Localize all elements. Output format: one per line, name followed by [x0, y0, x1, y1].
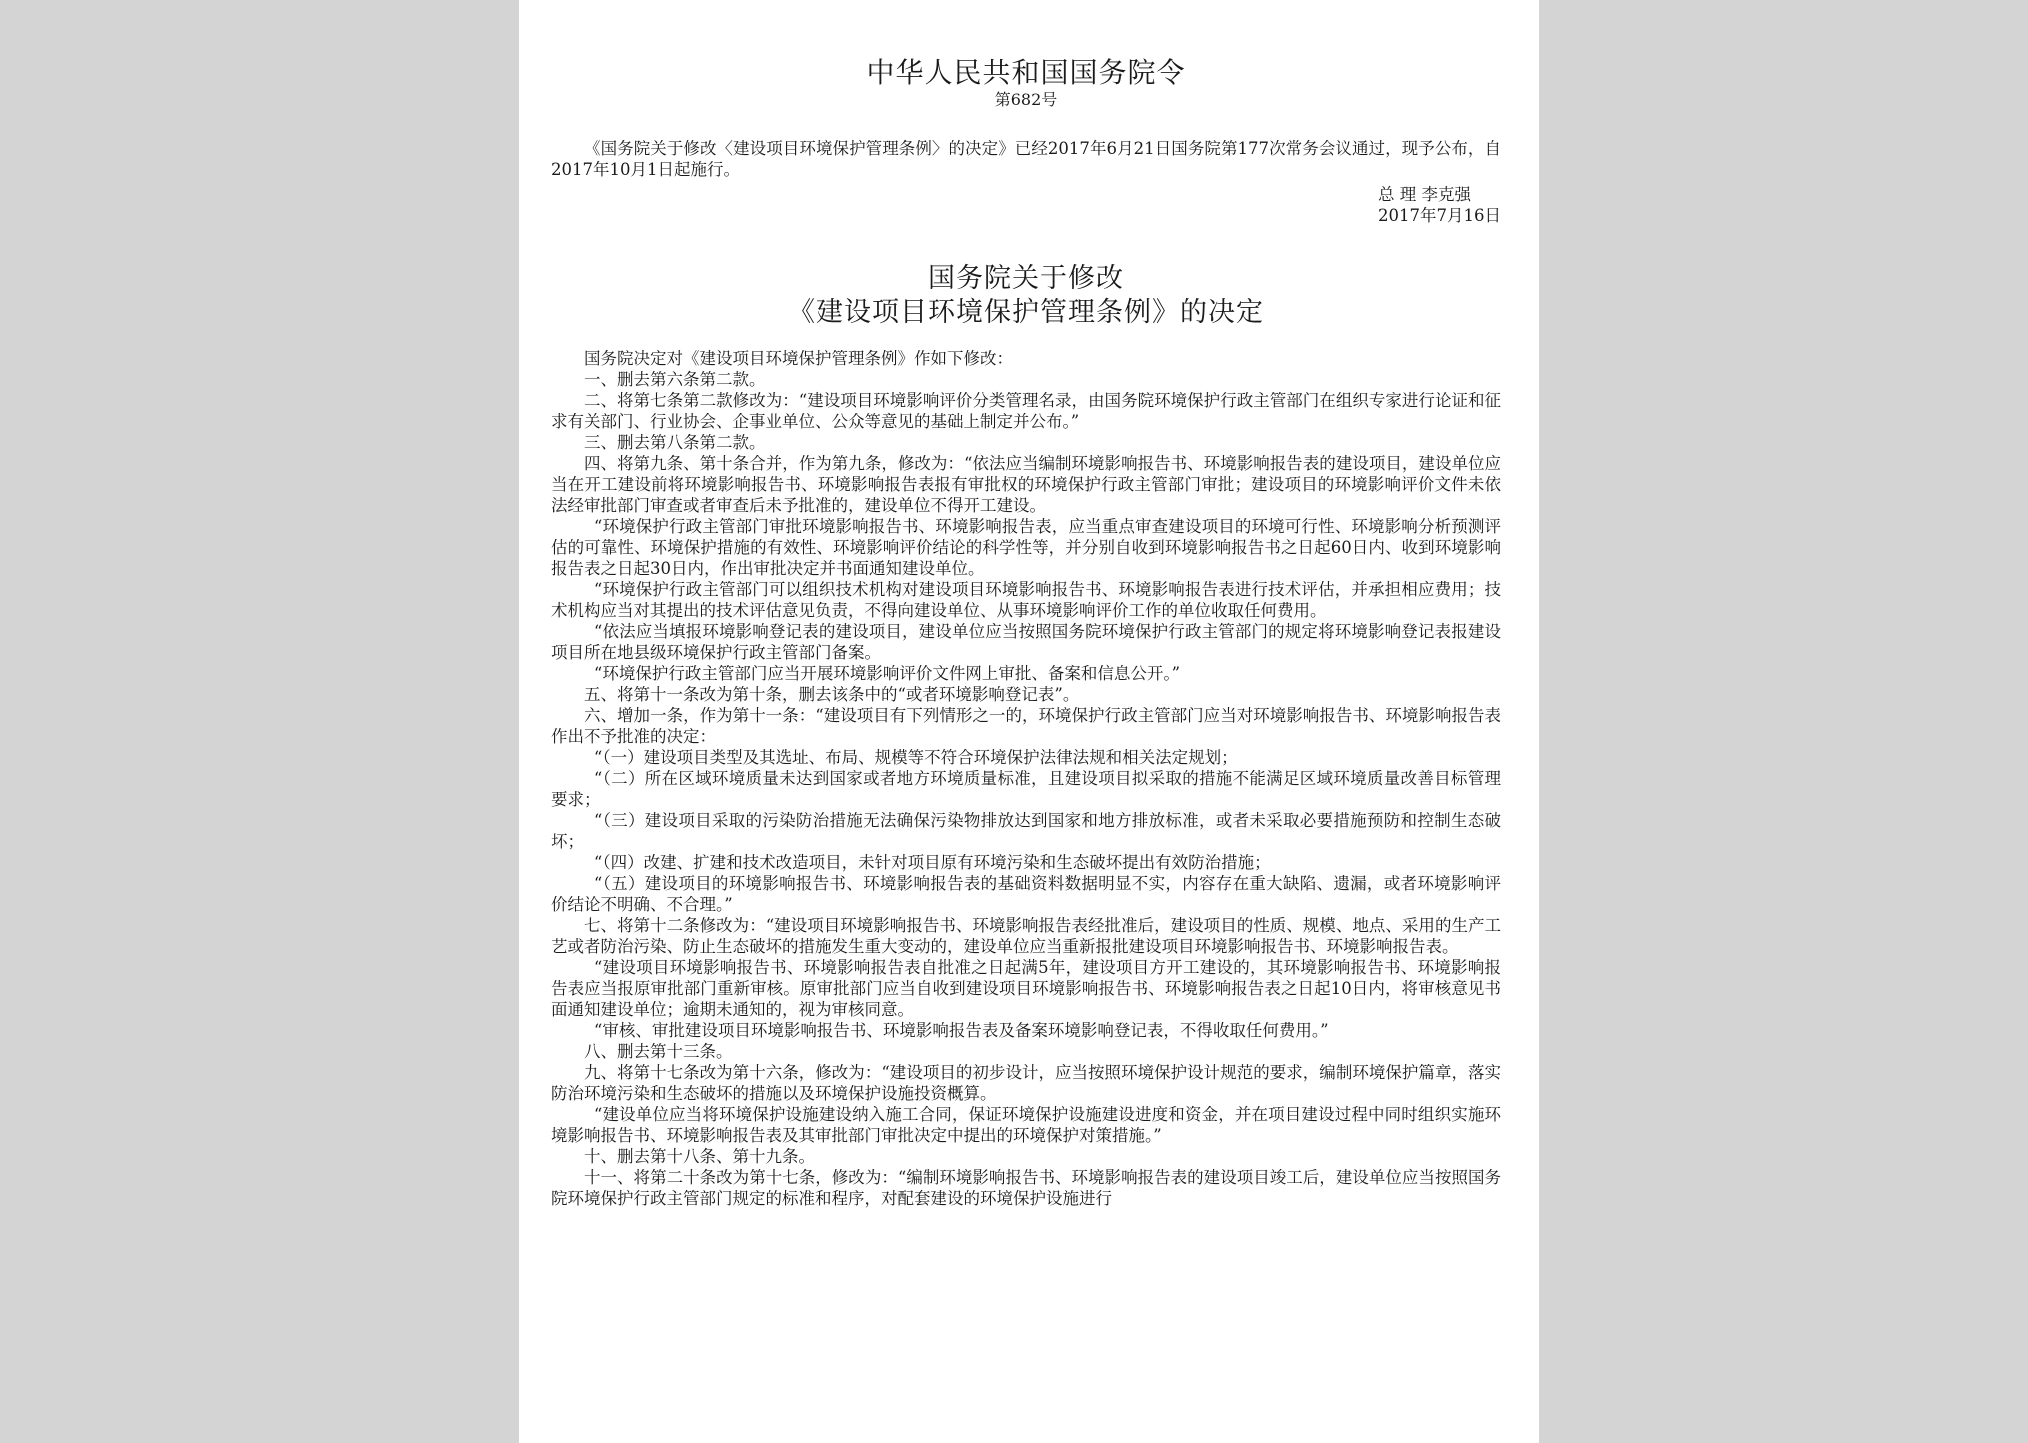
body-paragraph: 七、将第十二条修改为：“建设项目环境影响报告书、环境影响报告表经批准后，建设项目的性质、规模、地点、采用的生产工艺或者防治污染、防止生态破坏的措施发生重大变动的，建设单位应当重新报批建设项目环境影响报告书、环境影响报告表。 — [551, 916, 1501, 956]
signature-block — [551, 184, 1501, 226]
body-paragraph: “环境保护行政主管部门应当开展环境影响评价文件网上审批、备案和信息公开。” — [593, 664, 1181, 683]
body-paragraph: 五、将第十一条改为第十条，删去该条中的“或者环境影响登记表”。 — [584, 685, 1080, 704]
decision-title-line1: 国务院关于修改 — [928, 263, 1124, 294]
body-paragraph: “（四）改建、扩建和技术改造项目，未针对项目原有环境污染和生态破坏提出有效防治措施； — [593, 853, 1271, 872]
body-paragraph: “（一）建设项目类型及其选址、布局、规模等不符合环境保护法律法规和相关法定规划； — [593, 748, 1238, 767]
body-paragraph: “建设单位应当将环境保护设施建设纳入施工合同，保证环境保护设施建设进度和资金，并在项目建设过程中同时组织实施环境影响报告书、环境影响报告表及其审批部门审批决定中提出的环境保护对策措施。” — [551, 1105, 1501, 1145]
body-paragraph: “依法应当填报环境影响登记表的建设项目，建设单位应当按照国务院环境保护行政主管部门的规定将环境影响登记表报建设项目所在地县级环境保护行政主管部门备案。 — [551, 622, 1501, 662]
body-paragraph: 十、删去第十八条、第十九条。 — [584, 1147, 815, 1166]
body-paragraph: “（五）建设项目的环境影响报告书、环境影响报告表的基础资料数据明显不实，内容存在重大缺陷、遗漏，或者环境影响评价结论不明确、不合理。” — [551, 874, 1501, 914]
decision-body — [551, 348, 1501, 1209]
signature-premier: 总 理 李克强 — [1378, 185, 1471, 204]
body-paragraph: “审核、审批建设项目环境影响报告书、环境影响报告表及备案环境影响登记表，不得收取任何费用。” — [593, 1021, 1329, 1040]
body-paragraph: “环境保护行政主管部门可以组织技术机构对建设项目环境影响报告书、环境影响报告表进行技术评估，并承担相应费用；技术机构应当对其提出的技术评估意见负责，不得向建设单位、从事环境影响评价工作的单位收取任何费用。 — [551, 580, 1501, 620]
body-paragraph: “环境保护行政主管部门审批环境影响报告书、环境影响报告表，应当重点审查建设项目的环境可行性、环境影响分析预测评估的可靠性、环境保护措施的有效性、环境影响评价结论的科学性等，并分别自收到环境影响报告书之日起60日内、收到环境影响报告表之日起30日内，作出审批决定并书面通知建设单位。 — [551, 517, 1501, 578]
signature-date: 2017年7月16日 — [1378, 206, 1501, 225]
body-paragraph: 八、删去第十三条。 — [584, 1042, 733, 1061]
promulgation-paragraph: 《国务院关于修改〈建设项目环境保护管理条例〉的决定》已经2017年6月21日国务院第177次常务会议通过，现予公布，自2017年10月1日起施行。 — [551, 139, 1501, 179]
body-paragraph: 四、将第九条、第十条合并，作为第九条，修改为：“依法应当编制环境影响报告书、环境影响报告表的建设项目，建设单位应当在开工建设前将环境影响报告书、环境影响报告表报有审批权的环境保护行政主管部门审批；建设项目的环境影响评价文件未依法经审批部门审查或者审查后未予批准的，建设单位不得开工建设。 — [551, 454, 1501, 515]
body-paragraph: 三、删去第八条第二款。 — [584, 433, 766, 452]
body-paragraph: “（二）所在区域环境质量未达到国家或者地方环境质量标准，且建设项目拟采取的措施不能满足区域环境质量改善目标管理要求； — [551, 769, 1501, 809]
body-paragraph: 二、将第七条第二款修改为：“建设项目环境影响评价分类管理名录，由国务院环境保护行政主管部门在组织专家进行论证和征求有关部门、行业协会、企事业单位、公众等意见的基础上制定并公布。” — [551, 391, 1501, 431]
body-paragraph: 一、删去第六条第二款。 — [584, 370, 766, 389]
body-paragraph: 国务院决定对《建设项目环境保护管理条例》作如下修改： — [584, 349, 1013, 368]
body-paragraph: 六、增加一条，作为第十一条：“建设项目有下列情形之一的，环境保护行政主管部门应当对环境影响报告书、环境影响报告表作出不予批准的决定： — [551, 706, 1501, 746]
body-paragraph: “建设项目环境影响报告书、环境影响报告表自批准之日起满5年，建设项目方开工建设的，其环境影响报告书、环境影响报告表应当报原审批部门重新审核。原审批部门应当自收到建设项目环境影响报告书、环境影响报告表之日起10日内，将审核意见书面通知建设单位；逾期未通知的，视为审核同意。 — [551, 958, 1501, 1019]
body-paragraph: 十一、将第二十条改为第十七条，修改为：“编制环境影响报告书、环境影响报告表的建设项目竣工后，建设单位应当按照国务院环境保护行政主管部门规定的标准和程序，对配套建设的环境保护设施进行 — [551, 1168, 1501, 1208]
decision-title — [551, 262, 1501, 330]
decision-title-line2: 《建设项目环境保护管理条例》的决定 — [788, 297, 1264, 328]
document-page — [519, 0, 1539, 1443]
body-paragraph: “（三）建设项目采取的污染防治措施无法确保污染物排放达到国家和地方排放标准，或者未采取必要措施预防和控制生态破坏； — [551, 811, 1501, 851]
order-title: 中华人民共和国国务院令 — [866, 56, 1186, 89]
body-paragraph: 九、将第十七条改为第十六条，修改为：“建设项目的初步设计，应当按照环境保护设计规范的要求，编制环境保护篇章，落实防治环境污染和生态破坏的措施以及环境保护设施投资概算。 — [551, 1063, 1501, 1103]
order-number: 第682号 — [994, 90, 1058, 109]
